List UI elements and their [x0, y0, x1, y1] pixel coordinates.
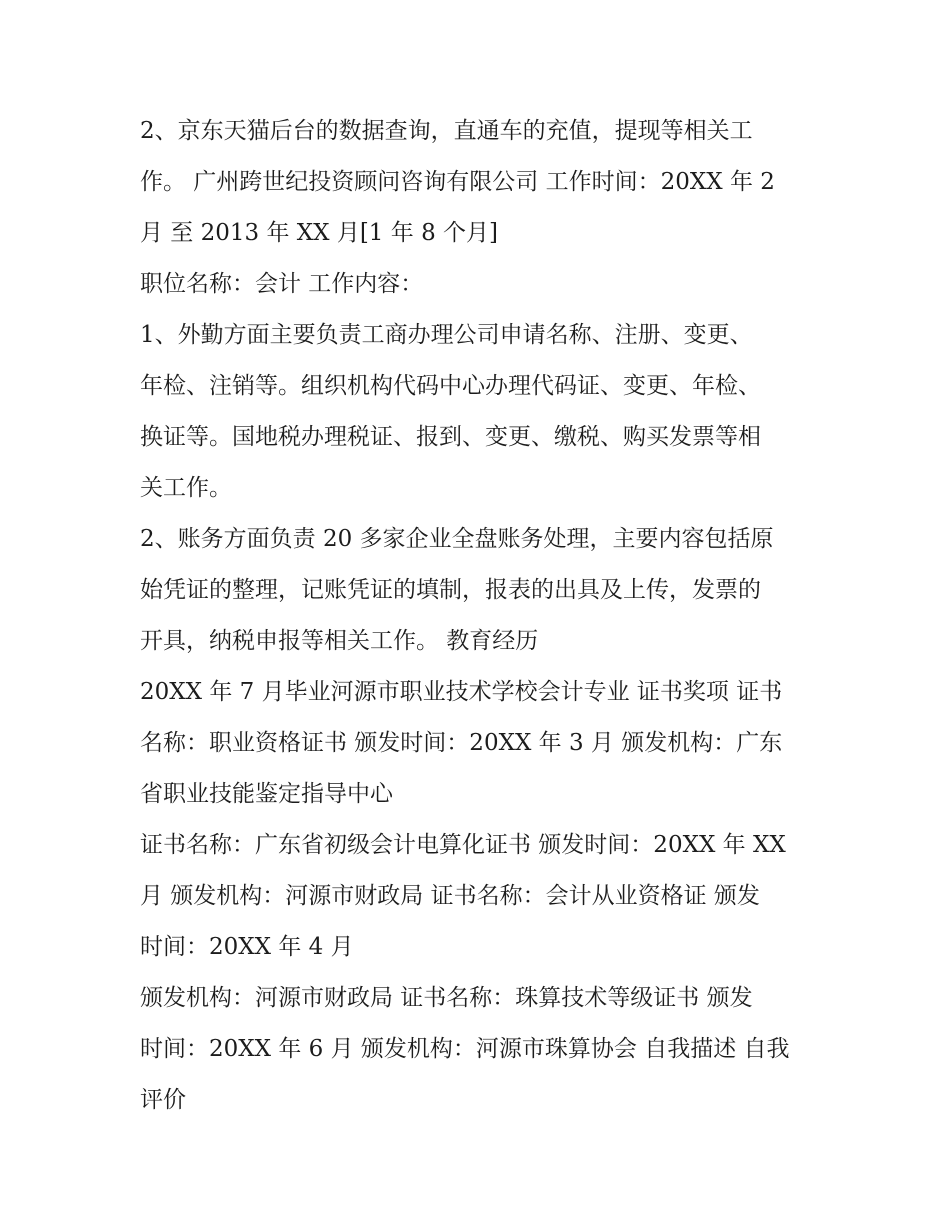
text-line: 2、京东天猫后台的数据查询，直通车的充值，提现等相关工	[140, 118, 753, 144]
text-line: 作。 广州跨世纪投资顾问咨询有限公司 工作时间：20XX 年 2	[140, 169, 775, 195]
text-line: 2、账务方面负责 20 多家企业全盘账务处理，主要内容包括原	[140, 526, 774, 552]
text-line: 省职业技能鉴定指导中心	[140, 781, 393, 807]
text-line: 始凭证的整理，记账凭证的填制，报表的出具及上传，发票的	[140, 577, 761, 603]
text-line: 时间：20XX 年 4 月	[140, 934, 354, 960]
text-line: 评价	[140, 1087, 186, 1113]
text-line: 职位名称：会计 工作内容：	[140, 271, 424, 297]
text-line: 开具，纳税申报等相关工作。 教育经历	[140, 628, 539, 654]
text-line: 换证等。国地税办理税证、报到、变更、缴税、购买发票等相	[140, 424, 761, 450]
text-line: 颁发机构：河源市财政局 证书名称：珠算技术等级证书 颁发	[140, 985, 753, 1011]
text-line: 月 颁发机构：河源市财政局 证书名称：会计从业资格证 颁发	[140, 883, 760, 909]
text-line: 20XX 年 7 月毕业河源市职业技术学校会计专业 证书奖项 证书	[140, 679, 783, 705]
text-line: 1、外勤方面主要负责工商办理公司申请名称、注册、变更、	[140, 322, 753, 348]
text-line: 关工作。	[140, 475, 232, 501]
text-line: 月 至 2013 年 XX 月[1 年 8 个月]	[140, 220, 498, 246]
text-line: 年检、注销等。组织机构代码中心办理代码证、变更、年检、	[140, 373, 761, 399]
text-line: 名称：职业资格证书 颁发时间：20XX 年 3 月 颁发机构：广东	[140, 730, 783, 756]
document-body	[140, 106, 810, 1126]
text-line: 证书名称：广东省初级会计电算化证书 颁发时间：20XX 年 XX	[140, 832, 786, 858]
text-line: 时间：20XX 年 6 月 颁发机构：河源市珠算协会 自我描述 自我	[140, 1036, 790, 1062]
